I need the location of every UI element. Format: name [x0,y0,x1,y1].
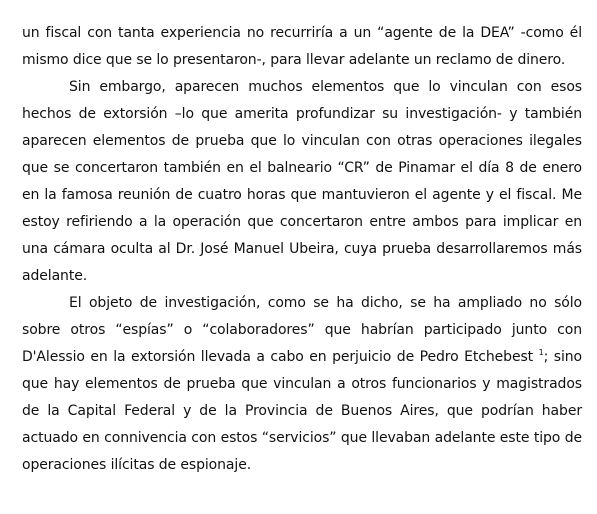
document-page [22,20,582,479]
paragraph-continuation: un fiscal con tanta experiencia no recurriría a un “agente de la DEA” -como él mismo dice que se lo presentaron-, para llevar adelante un reclamo de dinero. [22,25,582,68]
paragraph-text-after-footnote: ; sino que hay elementos de prueba que vinculan a otros funcionarios y magistrados de la Capital Federal y de la Provincia de Buenos Aires, que podrían haber actuado en connivencia con estos “servicios” que llevaban adelante este tipo de operaciones ilícitas de espionaje. [22,349,582,473]
paragraph-investigation-scope [22,290,582,479]
paragraph-extortion-links: Sin embargo, aparecen muchos elementos que lo vinculan con esos hechos de extorsión –lo que amerita profundizar su investigación- y también aparecen elementos de prueba que lo vinculan con otras operaciones ilegales que se concertaron también en el balneario “CR” de Pinamar el día 8 de enero en la famosa reunión de cuatro horas que mantuvieron el agente y el fiscal. Me estoy refiriendo a la operación que concertaron entre ambos para implicar en una cámara oculta al Dr. José Manuel Ubeira, cuya prueba desarrollaremos más adelante. [22,79,582,284]
footnote-reference[interactable]: 1 [538,348,544,357]
paragraph-text-before-footnote: El objeto de investigación, como se ha dicho, se ha ampliado no sólo sobre otros “espías” o “colaboradores” que habrían participado junto con D'Alessio en la extorsión llevada a cabo en perjuicio de Pedro Etchebest [22,295,582,365]
